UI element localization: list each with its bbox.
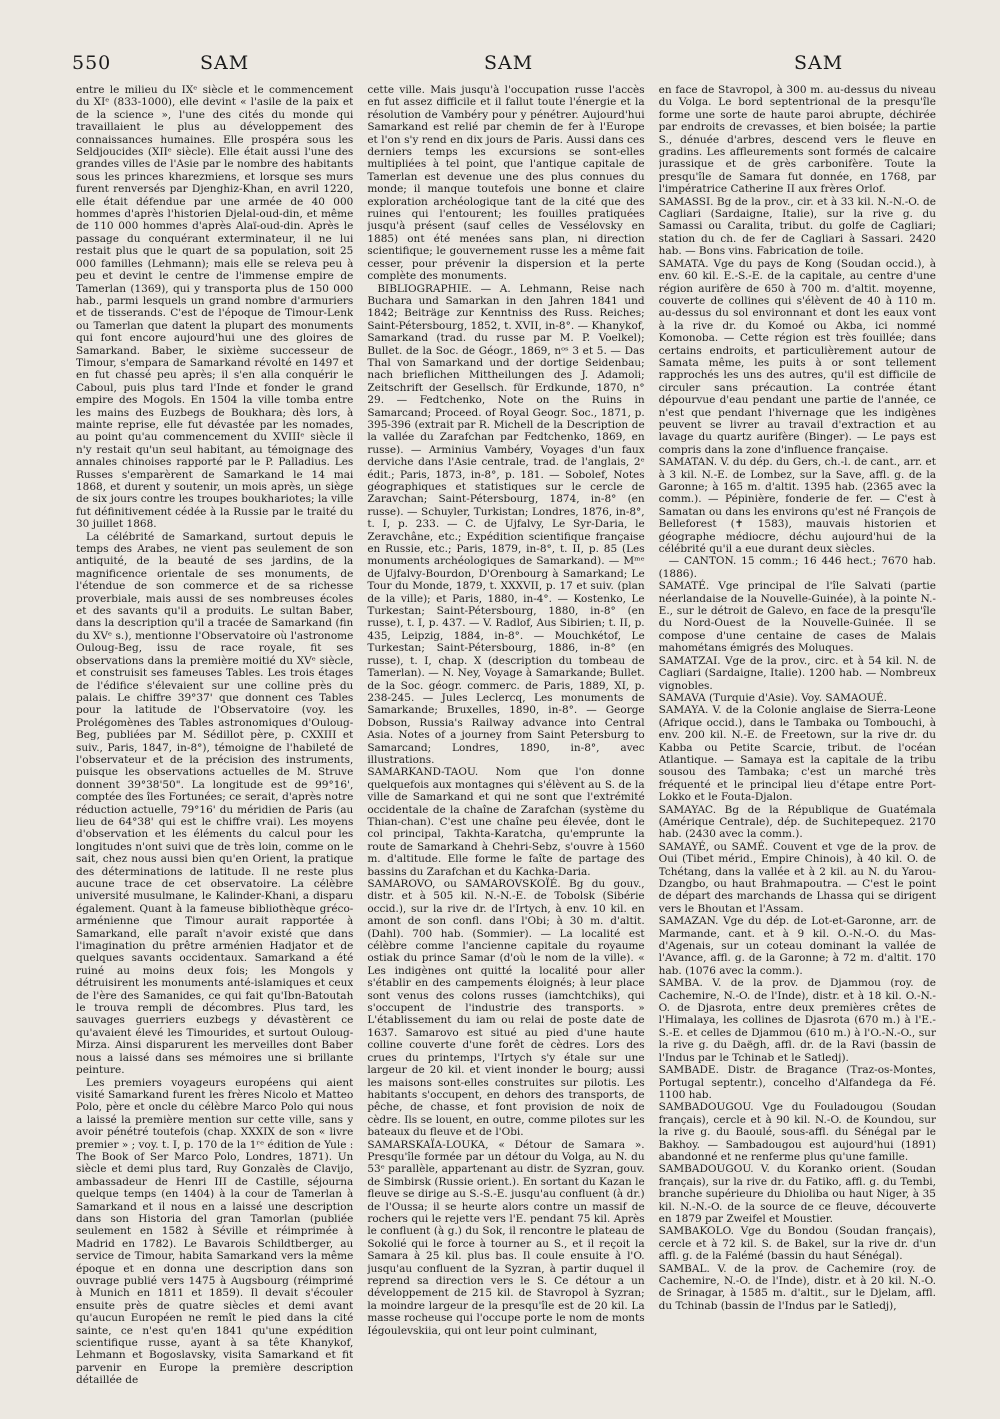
entry-samata: SAMATA. Vge du pays de Kong (Soudan occid.), à env. 60 kil. E.-S.-E. de la capitale, au centre d'une région aurifère de 650 à 700 m. d'altit. moyenne, couverte de collines qui s'élèvent de 40 à 110 m. au-dessus du sol environnant et dont les eaux vont à la rive dr. du Komoé ou Akba, ici nommé Komonoba. — Cette région est très fouillée; dans certains endroits, et particulièrement autour de Samata même, les puits à or sont tellement rapprochés les uns des autres, qu'il est difficile de circuler sans précaution. La contrée étant dépourvue d'eau pendant une partie de l'année, ce n'est que pendant l'hivernage que les indigènes peuvent se livrer au travail d'extraction et au lavage du quartz aurifère (Binger). — Le pays est compris dans la zone d'influence française.: [658, 257, 936, 456]
entry-sambakolo: SAMBAKOLO. Vge du Bondou (Soudan français), cercle et à 72 kil. S. de Bakel, sur la rive dr. d'un affl. g. de la Falémé (bassin du haut Sénégal).: [658, 1225, 936, 1263]
entry-samaya: SAMAYA. V. de la Colonie anglaise de Sierra-Leone (Afrique occid.), dans le Tambaka ou Tombouchi, à env. 200 kil. N.-E. de Freetown, sur la rive dr. du Kabba ou Petite Scarcie, tribut. de l'océan Atlantique. — Samaya est la capitale de la tribu sousou des Tambaka; c'est un marché très fréquenté et le principal lieu d'étape entre Port-Lokko et le Fouta-Djalon.: [658, 704, 936, 804]
header-term-center: SAM: [484, 52, 534, 74]
page-number: 550: [72, 52, 112, 74]
text-columns: [76, 84, 936, 1404]
paragraph: entre le milieu du IXᵉ siècle et le commencement du XIᵉ (833-1000), elle devint « l'asile de la paix et de la science », l'une des cités du monde qui travaillaient le plus au développement des connaissances humaines. Elle prospéra sous les Seldjoucides (XIIᵉ siècle). Elle était aussi l'une des grandes villes de l'Asie par le nombre des habitants sous les princes kharezmiens, et lorsque ses murs furent renversés par Djenghiz-Khan, en avril 1220, elle était défendue par une armée de 40 000 hommes d'après l'historien Djelal-oud-din, et même de 110 000 hommes d'après Alaï-oud-din. Après le passage du conquérant exterminateur, il ne lui restait plus que le quart de sa population, soit 25 000 familles (Lehmann); mais elle se releva peu à peu et devint le centre de l'immense empire de Tamerlan (1369), qui y transporta plus de 150 000 hab., parmi lesquels un grand nombre d'armuriers et de tisserands. C'est de l'époque de Timour-Lenk ou Tamerlan que datent la plupart des monuments qui font encore aujourd'hui une des gloires de Samarkand. Baber, le sixième successeur de Timour, s'empara de Samarkand révolté en 1497 et en fut chassé peu après; il s'en alla conquérir le Caboul, puis plus tard l'Inde et fonder le grand empire des Mogols. En 1504 la ville tomba entre les mains des Euzbegs de Boukhara; dès lors, à mainte reprise, elle fut dévastée par les nomades, au point qu'au commencement du XVIIIᵉ siècle il n'y restait qu'un seul habitant, au témoignage des annales chinoises rapporté par le P. Palladius. Les Russes s'emparèrent de Samarkand le 14 mai 1868, et durent y soutenir, un mois après, un siège de six jours contre les troupes boukhariotes; la ville fut définitivement cédée à la Russie par le traité du 30 juillet 1868.: [76, 84, 354, 531]
column-1: [76, 84, 353, 1404]
entry-samarskaia-louka: SAMARSKAÏA-LOUKA, « Détour de Samara ». Presqu'île formée par un détour du Volga, au N. du 53ᵉ parallèle, appartenant au distr. de Syzran, gouv. de Simbirsk (Russie orient.). En sortant du Kazan le fleuve se dirige au S.-S.-E. jusqu'au confluent (à dr.) de l'Oussa; il se heurte alors contre un massif de rochers qui le rejette vers l'E. pendant 75 kil. Après le confluent (à g.) du Sok, il rencontre le plateau de Sokolié qui le force à tourner au S., et il reçoit la Samara à 25 kil. plus bas. Il coule ensuite à l'O. jusqu'au confluent de la Syzran, à partir duquel il reprend sa direction vers le S. Ce détour a un développement de 215 kil. de Stavropol à Syzran; la moindre largeur de la presqu'île est de 20 kil. La masse rocheuse qui l'occupe porte le nom de monts Iégoulevskiia, qui ont leur point culminant,: [367, 1138, 645, 1337]
entry-samaye: SAMAYÉ, ou SAMÉ. Couvent et vge de la prov. de Oui (Tibet mérid., Empire Chinois), à 40 kil. O. de Tchétang, dans la vallée et à 2 kil. au N. du Yarou-Dzangbo, ou haut Brahmapoutra. — C'est le point de départ des marchands de Lhassa qui se dirigent vers le Bhoutan et l'Assam.: [658, 840, 936, 915]
entry-samarkand-taou: SAMARKAND-TAOU. Nom que l'on donne quelquefois aux montagnes qui s'élèvent au S. de la ville de Samarkand et qui ne sont que l'extrémité occidentale de la chaîne de Zarafchan (système du Thian-chan). C'est une chaîne peu élevée, dont le col principal, Takhta-Karatcha, qu'emprunte la route de Samarkand à Chehri-Sebz, s'ouvre à 1560 m. d'altitude. Elle forme le faîte de partage des bassins du Zarafchan et du Kachka-Daria.: [367, 766, 645, 878]
column-2: [367, 84, 644, 1404]
bibliography: BIBLIOGRAPHIE. — A. Lehmann, Reise nach Buchara und Samarkan in den Jahren 1841 und 1842; Beiträge zur Kenntniss des Russ. Reiches; Saint-Pétersbourg, 1852, t. XVII, in-8°. — Khanykof, Samarkand (trad. du russe par M. P. Voelkel); Bullet. de la Soc. de Géogr., 1869, nᵒˢ 3 et 5. — Das Thal von Samarkand und der dortige Seidenbau; nach brieflichen Mittheilungen des J. Adamoli; Zeitschrift der Gesellsch. für Erdkunde, 1870, n° 29. — Fedtchenko, Note on the Ruins in Samarcand; Proceed. of Royal Geogr. Soc., 1871, p. 395-396 (extrait par R. Michell de la Description de la vallée du Zarafchan par Fedtchenko, 1869, en russe). — Arminius Vambéry, Voyages d'un faux derviche dans l'Asie centrale, trad. de l'anglais, 2ᵉ édit.; Paris, 1873, in-8°, p. 181. — Sobolef, Notes géographiques et statistiques sur le cercle de Zaravchan; Saint-Pétersbourg, 1874, in-8° (en russe). — Schuyler, Turkistan; Londres, 1876, in-8°, t. I, p. 233. — C. de Ujfalvy, Le Syr-Daria, le Zeravchâne, etc.; Expédition scientifique française en Russie, etc.; Paris, 1879, in-8°, t. II, p. 85 (Les monuments archéologiques de Samarkand). — Mᵐᵉ de Ujfalvy-Bourdon, D'Orenbourg à Samarkand; Le Tour du Monde, 1879, t. XXXVII, p. 17 et suiv. (plan de la ville); et Paris, 1880, in-4°. — Kostenko, Le Turkestan; Saint-Pétersbourg, 1880, in-8° (en russe), t. I, p. 437. — V. Radlof, Aus Sibirien; t. II, p. 435, Leipzig, 1884, in-8°. — Mouchkétof, Le Turkestan; Saint-Pétersbourg, 1886, in-8° (en russe), t. I, chap. X (description du tombeau de Tamerlan). — N. Ney, Voyage à Samarkande; Bullet. de la Soc. géogr. commerc. de Paris, 1889, XI, p. 238-245. — Jules Leclercq, Les monuments de Samarkande; Bruxelles, 1890, in-8°. — George Dobson, Russia's Railway advance into Central Asia. Notes of a journey from Saint Petersburg to Samarcand; Londres, 1890, in-8°, avec illustrations.: [367, 282, 645, 766]
paragraph: cette ville. Mais jusqu'à l'occupation russe l'accès en fut assez difficile et il fallut toute l'énergie et la résolution de Vambéry pour y pénétrer. Aujourd'hui Samarkand est relié par chemin de fer à l'Europe et l'on s'y rend en dix jours de Paris. Aussi dans ces derniers temps les excursions se sont-elles multipliées à tel point, que l'antique capitale de Tamerlan est devenue une des plus connues du monde; il manque toutefois une bonne et claire exploration archéologique tant de la cité que des ruines qui l'entourent; les fouilles pratiquées jusqu'à présent (sauf celles de Vessélovsky en 1885) ont été menées sans plan, ni direction scientifique; le gouvernement russe les a même fait cesser, pour prévenir la dispersion et la perte complète des monuments.: [367, 84, 645, 283]
header-term-right: SAM: [794, 52, 844, 74]
entry-samatzai: SAMATZAI. Vge de la prov., circ. et à 54 kil. N. de Cagliari (Sardaigne, Italie). 1200 hab. — Nombreux vignobles.: [658, 654, 936, 692]
entry-samba: SAMBA. V. de la prov. de Djammou (roy. de Cachemire, N.-O. de l'Inde), distr. et à 18 kil. O.-N.-O. de Djasrota, entre deux premières crêtes de l'Himalaya, les collines de Djasrota (670 m.) à l'E.-S.-E. et celles de Djammou (610 m.) à l'O.-N.-O., sur la rive g. du Daëgh, affl. dr. de la Ravi (bassin de l'Indus par le Tchinab et le Satledj).: [658, 977, 936, 1064]
entry-samazan: SAMAZAN. Vge du dép. de Lot-et-Garonne, arr. de Marmande, cant. et à 9 kil. O.-N.-O. du Mas-d'Agenais, sur un coteau dominant la vallée de l'Avance, affl. g. de la Garonne; à 72 m. d'altit. 170 hab. (1076 avec la comm.).: [658, 915, 936, 977]
entry-samate: SAMATÉ. Vge principal de l'île Salvati (partie néerlandaise de la Nouvelle-Guinée), à la pointe N.-E., sur le détroit de Galevo, en face de la presqu'île du Nord-Ouest de la Nouvelle-Guinée. Il se compose d'une centaine de cases de Malais mahométans émigrés des Moluques.: [658, 580, 936, 655]
entry-samava: SAMAVA (Turquie d'Asie). Voy. SAMAOUÉ.: [658, 691, 887, 704]
column-3: [659, 84, 936, 1404]
paragraph: La célébrité de Samarkand, surtout depuis le temps des Arabes, ne vient pas seulement de son antiquité, de la beauté de ses jardins, de la magnificence orientale de ses monuments, de l'étendue de son commerce et de sa richesse proverbiale, mais aussi de ses nombreuses écoles et des savants qu'il a produits. Le sultan Baber, dans la description qu'il a tracée de Samarkand (fin du XVᵉ s.), mentionne l'Observatoire où l'astronome Ouloug-Beg, issu de race royale, fit ses observations dans la première moitié du XVᵉ siècle, et construisit ses fameuses Tables. Les trois étages de l'édifice s'élevaient sur une colline près du palais. Le chiffre 39°37' que donnent ces Tables pour la latitude de l'Observatoire (voy. les Prolégomènes des Tables astronomiques d'Ouloug-Beg, publiées par M. Sédillot père, p. CXXIII et suiv., Paris, 1847, in-8°), témoigne de l'habileté de l'observateur et de la précision des instruments, puisque les observations actuelles de M. Struve donnent 39°38'50". La longitude est de 99°16', comptée des îles Fortunées; ce serait, d'après notre réduction actuelle, 79°16' du méridien de Paris (au lieu de 64°38' qui est le chiffre vrai). Les moyens d'observation et les éléments du calcul pour les longitudes n'ont suivi que de très loin, comme on le sait, chez nous aussi bien qu'en Orient, la pratique des déterminations de latitude. Il ne reste plus aucune trace de cet observatoire. La célèbre université musulmane, le Kalinder-Khani, a disparu également. Quant à la fameuse bibliothèque gréco-arménienne que Timour aurait rapportée à Samarkand, elle paraît n'avoir existé que dans l'imagination du prêtre arménien Hadjator et de quelques savants occidentaux. Samarkand a été ruiné au moins deux fois; les Mongols y détruisirent les monuments anté-islamiques et ceux de l'ère des Samanides, ce qui fait qu'Ibn-Batoutah le trouva rempli de décombres. Plus tard, les sauvages guerriers euzbegs y dévastèrent ce qu'avaient élevé les Timourides, et surtout Ouloug-Mirza. Ainsi disparurent les merveilles dont Baber nous a laissé dans ses mémoires une si brillante peinture.: [76, 530, 354, 1077]
paragraph: Les premiers voyageurs européens qui aient visité Samarkand furent les frères Nicolo et Matteo Polo, père et oncle du célèbre Marco Polo qui nous a laissé la première mention sur cette ville, sans y avoir pénétré toutefois (chap. XXXIX de son « livre premier » ; voy. t. I, p. 170 de la 1ʳᵉ édition de Yule : The Book of Ser Marco Polo, Londres, 1871). Un siècle et demi plus tard, Ruy Gonzalès de Clavijo, ambassadeur de Henri III de Castille, séjourna quelque temps (en 1404) à la cour de Tamerlan à Samarkand et il nous en a laissé une description dans son Historia del gran Tamorlan (publiée seulement en 1582 à Séville et réimprimée à Madrid en 1782). Le Bavarois Schildtberger, au service de Timour, habita Samarkand vers la même époque et en donna une description dans son ouvrage publié vers 1475 à Augsbourg (réimprimé à Munich en 1811 et 1859). Il devait s'écouler ensuite près de quatre siècles et demi avant qu'aucun Européen ne remît le pied dans la cité sainte, ce n'est qu'en 1841 qu'une expédition scientifique russe, ayant à sa tête Khanykof, Lehmann et Bogoslavsky, visita Samarkand et fit parvenir en Europe la première description détaillée de: [76, 1076, 354, 1387]
entry-samassi: SAMASSI. Bg de la prov., cir. et à 33 kil. N.-N.-O. de Cagliari (Sardaigne, Italie), sur la rive g. du Samassi ou Caralita, tribut. du golfe de Cagliari; station du ch. de fer de Cagliari à Sassari. 2420 hab. — Bons vins. Fabrication de toile.: [658, 195, 936, 258]
entry-sambal: SAMBAL. V. de la prov. de Cachemire (roy. de Cachemire, N.-O. de l'Inde), distr. et à 20 kil. N.-O. de Srinagar, à 1585 m. d'altit., sur le Djelam, affl. du Tchinab (bassin de l'Indus par le Satledj),: [658, 1262, 936, 1312]
header-term-left: SAM: [200, 52, 250, 74]
entry-sambadougou-2: SAMBADOUGOU. V. du Koranko orient. (Soudan français), sur la rive dr. du Fatiko, affl. g. du Tembi, branche supérieure du Dhioliba ou haut Niger, à 35 kil. N.-N.-O. de la source de ce fleuve, découverte en 1879 par Zweifel et Moustier.: [658, 1163, 936, 1225]
running-header: [72, 52, 932, 86]
paragraph: en face de Stavropol, à 300 m. au-dessus du niveau du Volga. Le bord septentrional de la presqu'île forme une sorte de haute paroi abrupte, déchirée par endroits de crevasses, et bien boisée; la partie S., dénuée d'arbres, descend vers le fleuve en gradins. Les affleurements sont formés de calcaire jurassique et de grès carbonifère. Toute la presqu'île de Samara fut donnée, en 1768, par l'impératrice Catherine II aux frères Orlof.: [658, 84, 936, 196]
entry-samatan: SAMATAN. V. du dép. du Gers, ch.-l. de cant., arr. et à 3 kil. N.-E. de Lombez, sur la Save, affl. g. de la Garonne; à 165 m. d'altit. 1395 hab. (2365 avec la comm.). — Pépinière, fonderie de fer. — C'est à Samatan ou dans les environs qu'est né François de Belleforest (✝ 1583), mauvais historien et géographe médiocre, déchu aujourd'hui de la célébrité qu'il a eue durant deux siècles.: [658, 456, 936, 556]
entry-samatan-canton: — CANTON. 15 comm.; 16 446 hect.; 7670 hab. (1886).: [658, 555, 936, 580]
entry-sambade: SAMBADE. Distr. de Bragance (Traz-os-Montes, Portugal septentr.), concelho d'Alfandega da Fé. 1100 hab.: [658, 1064, 936, 1101]
entry-sambadougou-1: SAMBADOUGOU. Vge du Fouladougou (Soudan français), cercle et à 90 kil. N.-O. de Koundou, sur la rive g. du Baoulé, sous-affl. du Sénégal par le Bakhoy. — Sambadougou est aujourd'hui (1891) abandonné et ne renferme plus qu'une famille.: [658, 1101, 936, 1163]
entry-samayac: SAMAYAC. Bg de la République de Guatémala (Amérique Centrale), dép. de Suchitepequez. 2170 hab. (2430 avec la comm.).: [658, 803, 936, 841]
entry-samarovo: SAMAROVO, ou SAMAROVSKOÏÉ. Bg du gouv., distr. et à 505 kil. N.-N.-E. de Tobolsk (Sibérie occid.), sur la rive dr. de l'Irtych, à env. 10 kil. en amont de son confl. dans l'Obi; à 30 m. d'altit. (Dahl). 700 hab. (Sommier). — La localité est célèbre comme l'ancienne capitale du royaume ostiak du prince Samar (d'où le nom de la ville). « Les indigènes ont quitté la localité pour aller s'établir en des campements éloignés; à leur place sont venus des colons russes (iamchtchiks), qui s'occupent de l'industrie des transports. » L'établissement du iam ou relai de poste date de 1637. Samarovo est situé au pied d'une haute colline couverte d'une forêt de cèdres. Lors des crues du printemps, l'Irtych s'y étale sur une largeur de 20 kil. et vient inonder le bourg; aussi les maisons sont-elles construites sur pilotis. Les habitants s'occupent, en dehors des transports, de pêche, de chasse, et font provision de noix de cèdre. Ils se louent, en outre, comme pilotes sur les bateaux du fleuve et de l'Obi.: [367, 878, 645, 1139]
